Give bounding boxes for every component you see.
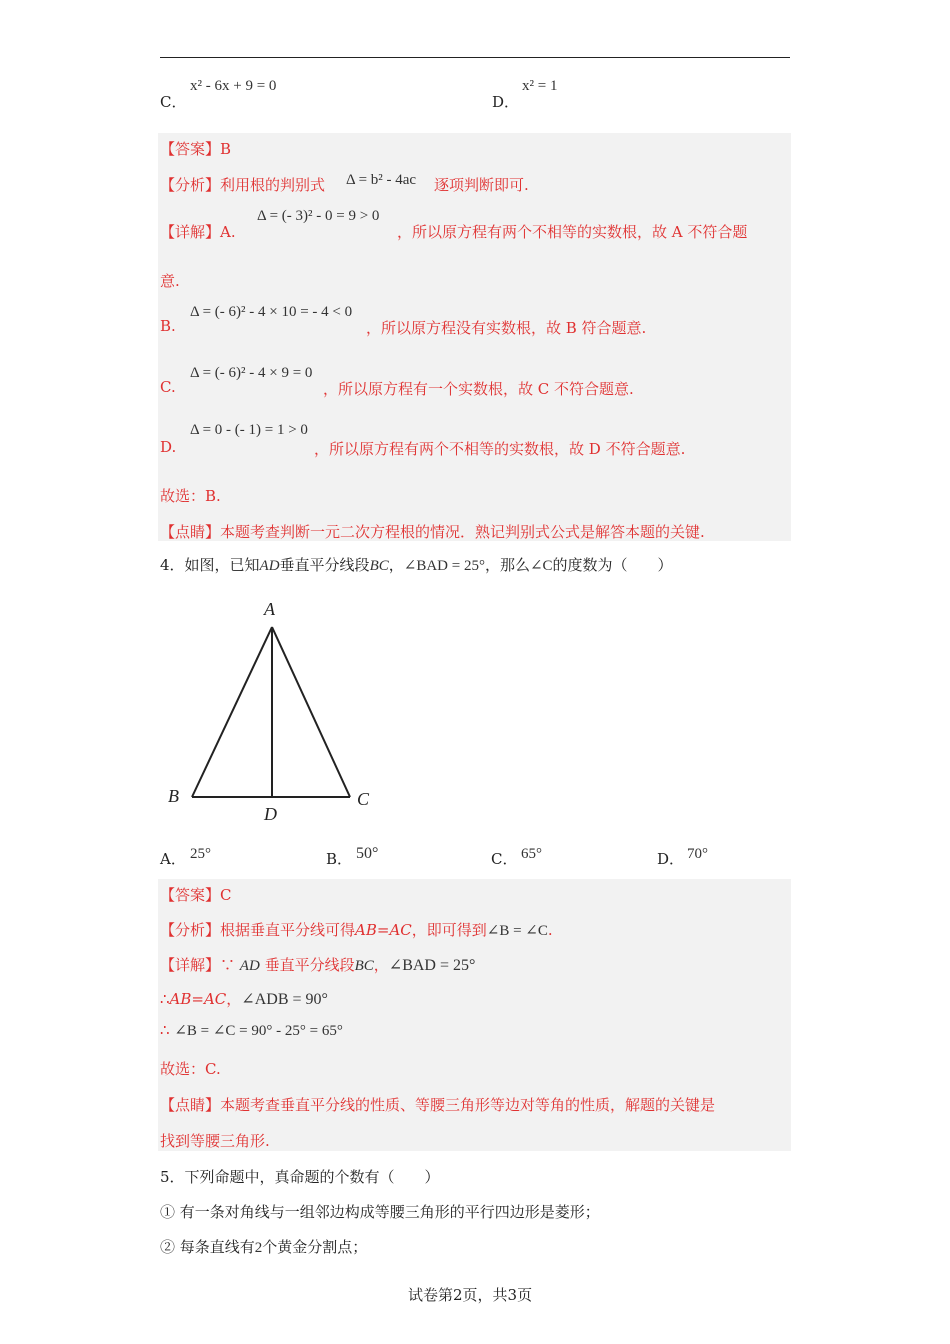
q3-detail-a-text: ，所以原方程有两个不相等的实数根，故 A 不符合题 [397, 223, 748, 241]
q4-detail-comma: ， [373, 956, 389, 974]
q4-option-a-value: 25° [190, 846, 211, 862]
q4-option-d-label: D． [657, 850, 685, 868]
q3-choice: 故选：B. [160, 487, 221, 505]
q3-b-text: ，所以原方程没有实数根，故 B 符合题意. [366, 319, 647, 337]
q4-triangle-figure [160, 595, 390, 830]
q3-c-formula: Δ = (- 6)² - 4 × 9 = 0 [190, 365, 313, 381]
q3-d-label: D. [160, 438, 177, 456]
q3-option-c-expr: x² - 6x + 9 = 0 [190, 78, 277, 94]
q4-answer: 【答案】C [160, 886, 232, 904]
q3-analysis-formula: Δ = b² - 4ac [346, 172, 417, 188]
q4-detail-bc: BC [354, 958, 374, 974]
q4-choice: 故选：C. [160, 1060, 221, 1078]
q4-line3-formula: ∠B = ∠C = 90° - 25° = 65° [174, 1023, 343, 1039]
q4-detail-line2 [160, 988, 328, 1009]
q5-item2-suffix: 个黄金分割点； [262, 1238, 368, 1256]
header-rule [160, 57, 790, 58]
vertex-c-label: C [357, 789, 370, 809]
q3-c-label: C. [160, 378, 176, 396]
q4-option-b-value: 50° [356, 845, 379, 862]
q5-stem: 5．下列命题中，真命题的个数有（ ） [160, 1168, 440, 1186]
q3-analysis-prefix: 【分析】利用根的判别式 [160, 176, 326, 194]
q4-stem [160, 554, 673, 575]
q4-detail-angle: ∠BAD = 25° [388, 957, 476, 974]
q4-analysis-mid: ，即可得到 [411, 921, 487, 939]
q3-analysis-suffix: 逐项判断即可. [434, 176, 529, 194]
q4-analysis-end: . [547, 921, 553, 939]
q4-option-b-label: B． [326, 850, 353, 868]
q4-comment-line1: 【点睛】本题考查垂直平分线的性质、等腰三角形等边对等角的性质，解题的关键是 [160, 1096, 716, 1114]
q4-line3-prefix: ∴ [160, 1021, 170, 1039]
page-footer: 试卷第2页，共3页 [408, 1286, 533, 1304]
q3-d-text: ，所以原方程有两个不相等的实数根，故 D 不符合题意. [314, 440, 686, 458]
q4-option-a-label: A． [160, 850, 186, 868]
q4-stem-d: ，那么 [484, 556, 530, 574]
q5-item-2 [160, 1236, 367, 1257]
q4-option-d-value: 70° [687, 846, 708, 862]
q4-stem-angle-c: ∠C [529, 558, 553, 574]
q4-line2-angle: ∠ADB = 90° [241, 991, 328, 1008]
vertex-b-label: B [168, 786, 179, 806]
q3-comment: 【点睛】本题考查判断一元二次方程根的情况．熟记判别式公式是解答本题的关键. [160, 523, 705, 541]
q4-line2-comma: ， [226, 990, 242, 1008]
q4-detail-mid: 垂直平分线段 [264, 956, 355, 974]
q4-stem-e: 的度数为（ ） [552, 556, 673, 574]
q3-answer: 【答案】B [160, 140, 232, 158]
q4-detail-line1 [160, 954, 475, 975]
q3-b-formula: Δ = (- 6)² - 4 × 10 = - 4 < 0 [190, 304, 353, 320]
q4-line2-eq: AB=AC [169, 990, 227, 1008]
q4-stem-ad: AD [259, 558, 280, 574]
q3-d-formula: Δ = 0 - (- 1) = 1 > 0 [190, 422, 308, 438]
q5-item2-num: 2 [254, 1240, 263, 1256]
q3-c-text: ，所以原方程有一个实数根，故 C 不符合题意. [323, 380, 634, 398]
vertex-a-label: A [264, 599, 275, 619]
point-d-label: D [264, 804, 277, 824]
q3-option-c-label: C． [160, 93, 187, 111]
q3-option-d-label: D． [492, 93, 520, 111]
q3-detail-prefix: 【详解】A. [160, 223, 236, 241]
side-ac [272, 627, 350, 797]
q4-analysis [160, 919, 553, 940]
q5-item-1: ① 有一条对角线与一组邻边构成等腰三角形的平行四边形是菱形； [160, 1203, 600, 1221]
q3-detail-a-cont: 意. [160, 272, 180, 290]
q3-b-label: B. [160, 317, 176, 335]
q4-option-c-value: 65° [521, 846, 542, 862]
q4-stem-b: 垂直平分线段 [279, 556, 370, 574]
q4-detail-line3 [160, 1021, 343, 1040]
q4-detail-prefix: 【详解】∵ [160, 956, 236, 974]
q4-stem-angle: ∠BAD = 25° [403, 558, 485, 574]
q4-stem-a: 4．如图，已知 [160, 556, 260, 574]
q4-stem-c: ， [388, 556, 404, 574]
q4-comment-line2: 找到等腰三角形. [160, 1132, 270, 1150]
q4-option-c-label: C． [491, 850, 518, 868]
q3-option-d-expr: x² = 1 [522, 78, 558, 94]
q5-item2-prefix: ② 每条直线有 [160, 1238, 255, 1256]
q4-detail-ad: AD [239, 958, 260, 974]
q4-analysis-eq: AB=AC [355, 921, 412, 939]
q4-stem-bc: BC [369, 558, 389, 574]
q4-line2-prefix: ∴ [160, 990, 170, 1008]
q4-analysis-angle: ∠B = ∠C [486, 923, 548, 939]
side-ab [192, 627, 272, 797]
q3-detail-a-formula: Δ = (- 3)² - 0 = 9 > 0 [257, 208, 380, 224]
q4-analysis-prefix: 【分析】根据垂直平分线可得 [160, 921, 356, 939]
